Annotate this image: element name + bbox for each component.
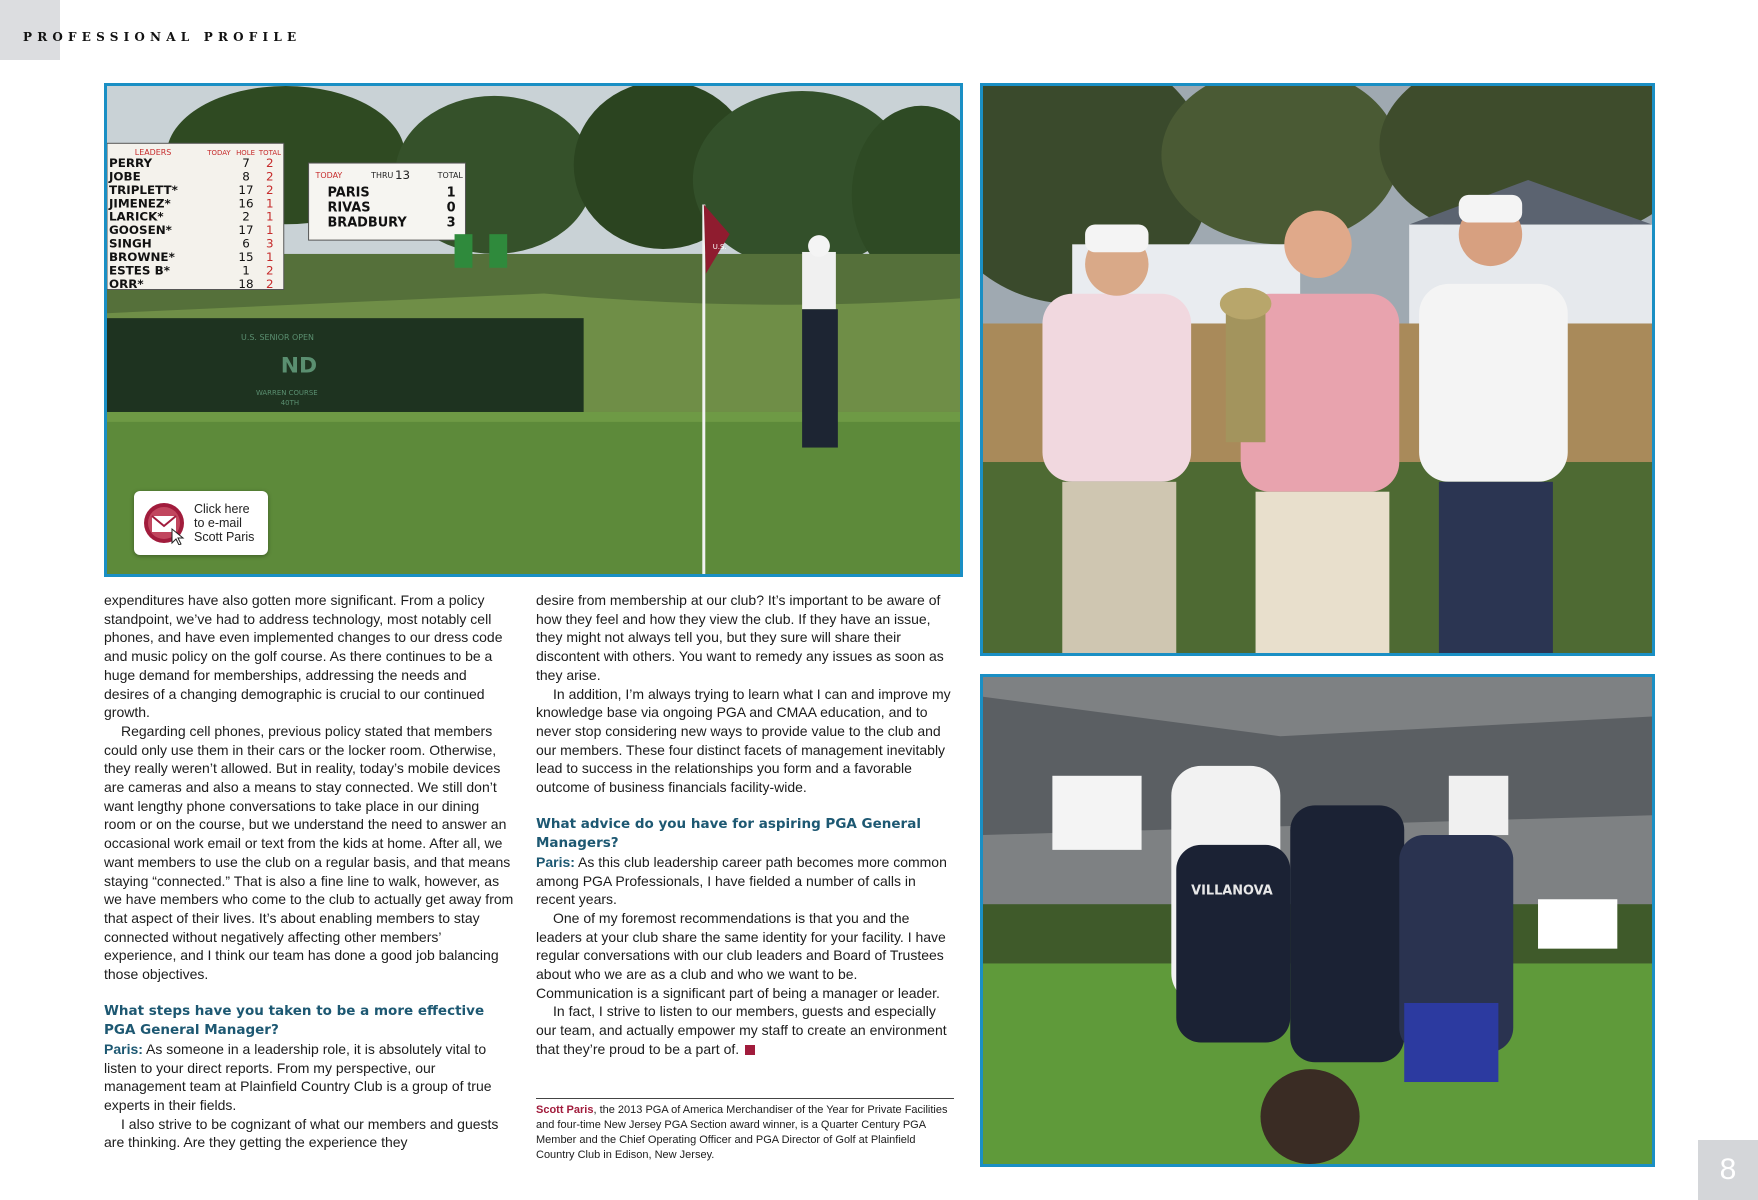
leaderboard-player-name: JOBE (108, 169, 141, 184)
article-column-1 (104, 591, 514, 1152)
col1-paragraph-3: I also strive to be cognizant of what our members and guests are thinking. Are they getting the experience they (104, 1115, 499, 1151)
leaderboard-hole: 1 (242, 263, 250, 278)
speaker-label: Paris: (104, 1040, 143, 1057)
group-player-name: BRADBURY (327, 215, 407, 231)
group-player-score: 3 (446, 215, 456, 231)
leaderboard-hole: 15 (238, 250, 254, 265)
email-line-2: to e-mail (194, 516, 242, 530)
leaderboard-player-name: ESTES B* (108, 263, 170, 278)
group-player-name: RIVAS (327, 200, 371, 216)
leaderboard-player-name: BROWNE* (108, 250, 175, 265)
col2-paragraph-1: desire from membership at our club? It’s important to be aware of how they feel and how they view the club. If they have an issue, they might not always tell you, but they sure will share their discontent with others. You want to remedy any issues as soon as they arise. (536, 592, 944, 683)
leaderboard-header-today: TODAY (207, 149, 231, 158)
group-board-today: TODAY (315, 170, 343, 180)
wall-logo-bottom: WARREN COURSE (255, 389, 318, 398)
leaderboard-player-name: PERRY (108, 156, 153, 170)
leaderboard-header-hole: HOLE (236, 149, 256, 158)
leaderboard-hole: 18 (238, 276, 254, 291)
leaderboard-player-name: GOOSEN* (108, 223, 172, 238)
leaderboard-header-leaders: LEADERS (134, 148, 172, 158)
group-board-total: TOTAL (437, 170, 463, 180)
leaderboard-total: 1 (266, 250, 274, 265)
family-photo (980, 674, 1655, 1167)
bio-name: Scott Paris (536, 1104, 594, 1116)
leaderboard-total: 2 (266, 182, 274, 197)
group-player-name: PARIS (327, 185, 370, 201)
wall-logo-top: U.S. SENIOR OPEN (241, 332, 314, 342)
col2-paragraph-3: One of my foremost recommendations is that you and the leaders at your club share the same identity for your facility. I have regular conversations with our club leaders and Board of Trustees about who we are as a club and who we want to be. Communication is a significant part of being a manager or leader. (536, 909, 946, 1001)
col2-paragraph-4 (536, 1002, 956, 1058)
article-column-2 (536, 591, 956, 1059)
family-illustration (983, 677, 1652, 1164)
question-heading-2: What advice do you have for aspiring PGA General Managers? (536, 816, 921, 852)
col2-paragraph-2: In addition, I’m always trying to learn what I can and improve my knowledge base via ongoing PGA and CMAA education, and to never stop considering new ways to provide value to the club and our members. These four distinct facets of management inevitably lead to success in the relationships you form and a favorable outcome of business financials facility-wide. (536, 685, 951, 796)
leaderboard-hole: 7 (242, 156, 250, 170)
answer-text-2: As this club leadership career path becomes more common among PGA Professionals, I have fielded a number of calls in recent years. (536, 853, 947, 908)
answer-paragraph-2 (536, 853, 956, 909)
col1-paragraph-2: Regarding cell phones, previous policy stated that members could only use them in their cars or the locker room. Otherwise, they really weren’t allowed. But in reality, today’s mobile devices are cameras and also a means to stay connected. We still don’t want lengthy phone conversations to take place in our dining room or on the course, but we understand the need to answer an occasional work email or text from the kids at home. After all, we want members to use the club on a regular basis, and that means staying “connected.” That is also a fine line to walk, however, as we have members who come to the club to actually get away from that aspect of their lives. It’s about enabling members to stay connected without negatively affecting other members’ experience, and I think our team has done a good job balancing those objectives. (104, 722, 514, 983)
leaderboard-player-name: TRIPLETT* (108, 182, 178, 197)
section-label: PROFESSIONAL PROFILE (23, 30, 302, 44)
leaderboard-total: 2 (266, 156, 274, 170)
flag-text: U.S. (712, 243, 727, 251)
leaderboard-total: 2 (266, 263, 274, 278)
wall-logo-nd: ND (280, 353, 318, 379)
leaderboard-player-name: JIMENEZ* (108, 196, 171, 211)
page-number: 8 (1698, 1140, 1758, 1200)
leaderboard-player-name: ORR* (108, 276, 144, 291)
shirt-text: VILLANOVA (1191, 883, 1273, 899)
email-button-label (194, 502, 254, 544)
answer-paragraph-1 (104, 1040, 514, 1115)
leaderboard-hole: 17 (238, 223, 254, 238)
leaderboard-player-name: LARICK* (108, 209, 164, 224)
leaderboard-total: 1 (266, 209, 274, 224)
leaderboard-hole: 16 (238, 196, 254, 211)
leaderboard-hole: 17 (238, 182, 254, 197)
answer-text-1: As someone in a leadership role, it is absolutely vital to listen to your direct reports. From my perspective, our management team at Plainfield Country Club is a group of true experts in their fields. (104, 1040, 492, 1113)
leaderboard-header-total: TOTAL (258, 149, 281, 158)
end-mark-icon (745, 1045, 755, 1055)
col1-paragraph-1: expenditures have also gotten more significant. From a policy standpoint, we’ve had to address technology, most notably cell phones, and have even implemented changes to our dress code and music policy on the golf course. As there continues to be a huge demand for memberships, addressing the needs and desires of a changing demographic is crucial to our continued growth. (104, 592, 503, 721)
group-player-score: 1 (446, 185, 456, 201)
question-heading-1: What steps have you taken to be a more effective PGA General Manager? (104, 1003, 485, 1039)
leaderboard-hole: 6 (242, 236, 250, 251)
bio-text: , the 2013 PGA of America Merchandiser of the Year for Private Facilities and four-time New Jersey PGA Section award winner, is a Quarter Century PGA Member and the Chief Operating Officer and PGA Director of Golf at Plainfield Country Club in Edison, New Jersey. (536, 1104, 948, 1161)
col2-paragraph-4-text: In fact, I strive to listen to our members, guests and especially our team, and actually empower my staff to create an environment that they’re proud to be a part of. (536, 1003, 947, 1057)
leaderboard-hole: 8 (242, 169, 250, 184)
envelope-icon (142, 501, 186, 545)
leaderboard-total: 3 (266, 236, 274, 251)
group-board-thru: THRU (371, 170, 394, 180)
leaderboard-player-name: SINGH (108, 236, 152, 251)
author-bio (536, 1098, 954, 1163)
speaker-label: Paris: (536, 853, 575, 870)
wall-logo-year: 40TH (280, 399, 300, 408)
leaderboard-total: 1 (266, 223, 274, 238)
group-player-score: 0 (446, 200, 456, 216)
email-line-3: Scott Paris (194, 530, 255, 544)
trophy-illustration (983, 86, 1652, 653)
email-scott-paris-button[interactable] (134, 491, 268, 555)
trophy-photo (980, 83, 1655, 656)
leaderboard-hole: 2 (242, 209, 250, 224)
email-line-1: Click here (194, 502, 250, 516)
group-board-thru-hole: 13 (394, 167, 411, 182)
leaderboard-total: 2 (266, 276, 274, 291)
leaderboard-total: 1 (266, 196, 274, 211)
leaderboard-total: 2 (266, 169, 274, 184)
